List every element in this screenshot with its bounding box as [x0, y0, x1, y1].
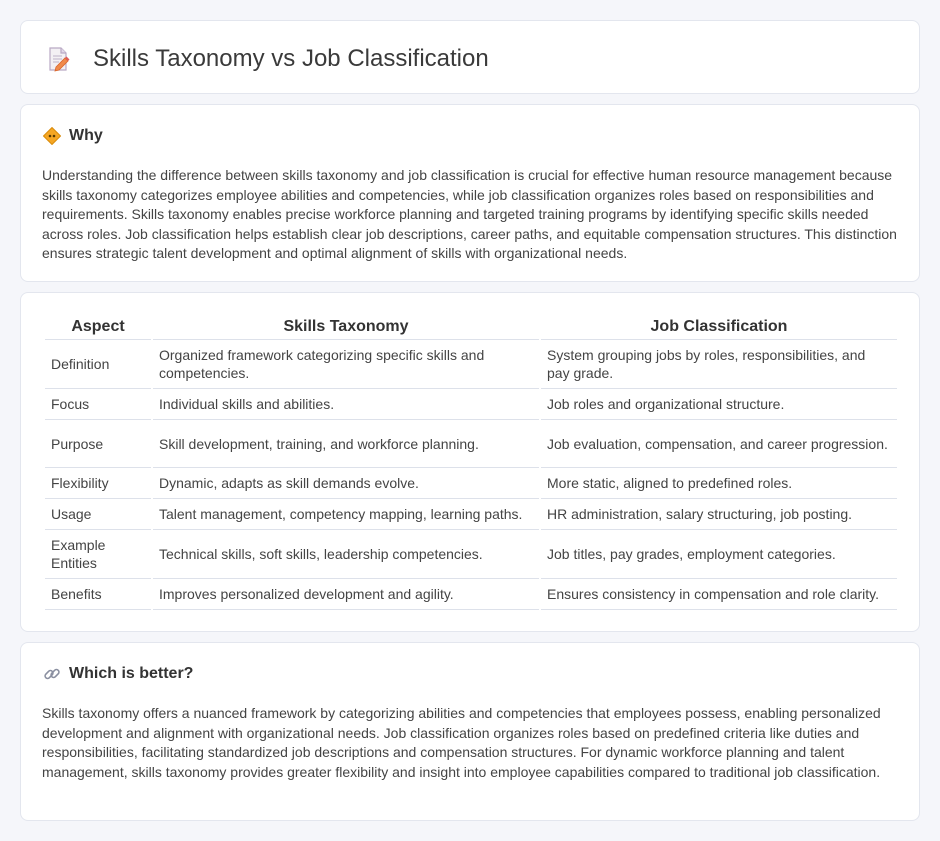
header-skills-taxonomy: Skills Taxonomy [153, 315, 539, 340]
comparison-table [43, 315, 899, 610]
page-title: Skills Taxonomy vs Job Classification [93, 45, 489, 72]
row-aspect: Purpose [45, 420, 151, 468]
row-job: Ensures consistency in compensation and role clarity. [541, 579, 897, 610]
table-header-row [45, 315, 897, 340]
better-body: Skills taxonomy offers a nuanced framework by categorizing abilities and competencies that employees possess, enabling personalized development and alignment with organizational needs. Job classification organizes roles based on predefined criteria like duties and responsibilities, facilitating standardized job descriptions and compensation structures. For dynamic workforce planning and talent management, skills taxonomy provides greater flexibility and insight into employee capabilities compared to traditional job classification. [42, 705, 881, 780]
row-aspect: Definition [45, 340, 151, 389]
row-aspect: Benefits [45, 579, 151, 610]
row-job: Job evaluation, compensation, and career progression. [541, 420, 897, 468]
diamond-sign-icon [43, 127, 61, 145]
header-card [20, 20, 920, 94]
row-skills: Organized framework categorizing specific skills and competencies. [153, 340, 539, 389]
row-skills: Skill development, training, and workforce planning. [153, 420, 539, 468]
row-aspect: Flexibility [45, 468, 151, 499]
row-skills: Talent management, competency mapping, learning paths. [153, 499, 539, 530]
header-job-classification: Job Classification [541, 315, 897, 340]
row-aspect: Example Entities [45, 530, 151, 579]
table-row [45, 499, 897, 530]
row-job: More static, aligned to predefined roles. [541, 468, 897, 499]
why-body: Understanding the difference between skills taxonomy and job classification is crucial for effective human resource management because skills taxonomy categorizes employee abilities and competencies, while job classification organizes roles based on responsibilities and requirements. Skills taxonomy enables precise workforce planning and targeted training programs by identifying specific skills needed across roles. Job classification helps establish clear job descriptions, career paths, and equitable compensation structures. This distinction ensures strategic talent development and optimal alignment of skills with organizational needs. [42, 167, 897, 261]
header-aspect: Aspect [45, 315, 151, 340]
better-title: Which is better? [69, 665, 194, 682]
row-aspect: Usage [45, 499, 151, 530]
table-row [45, 579, 897, 610]
row-job: System grouping jobs by roles, responsibilities, and pay grade. [541, 340, 897, 389]
row-aspect: Focus [45, 389, 151, 420]
why-section [20, 104, 920, 282]
link-icon [43, 665, 61, 683]
table-row [45, 468, 897, 499]
which-is-better-section [20, 642, 920, 821]
row-job: Job roles and organizational structure. [541, 389, 897, 420]
table-row [45, 389, 897, 420]
why-heading [43, 127, 103, 145]
row-skills: Improves personalized development and agility. [153, 579, 539, 610]
row-job: Job titles, pay grades, employment categories. [541, 530, 897, 579]
row-skills: Dynamic, adapts as skill demands evolve. [153, 468, 539, 499]
why-title: Why [69, 127, 103, 144]
document-pencil-icon [47, 46, 71, 72]
row-job: HR administration, salary structuring, job posting. [541, 499, 897, 530]
comparison-table-card [20, 292, 920, 632]
table-row [45, 530, 897, 579]
row-skills: Individual skills and abilities. [153, 389, 539, 420]
table-row [45, 340, 897, 389]
row-skills: Technical skills, soft skills, leadership competencies. [153, 530, 539, 579]
table-row [45, 420, 897, 468]
better-heading [43, 665, 193, 683]
